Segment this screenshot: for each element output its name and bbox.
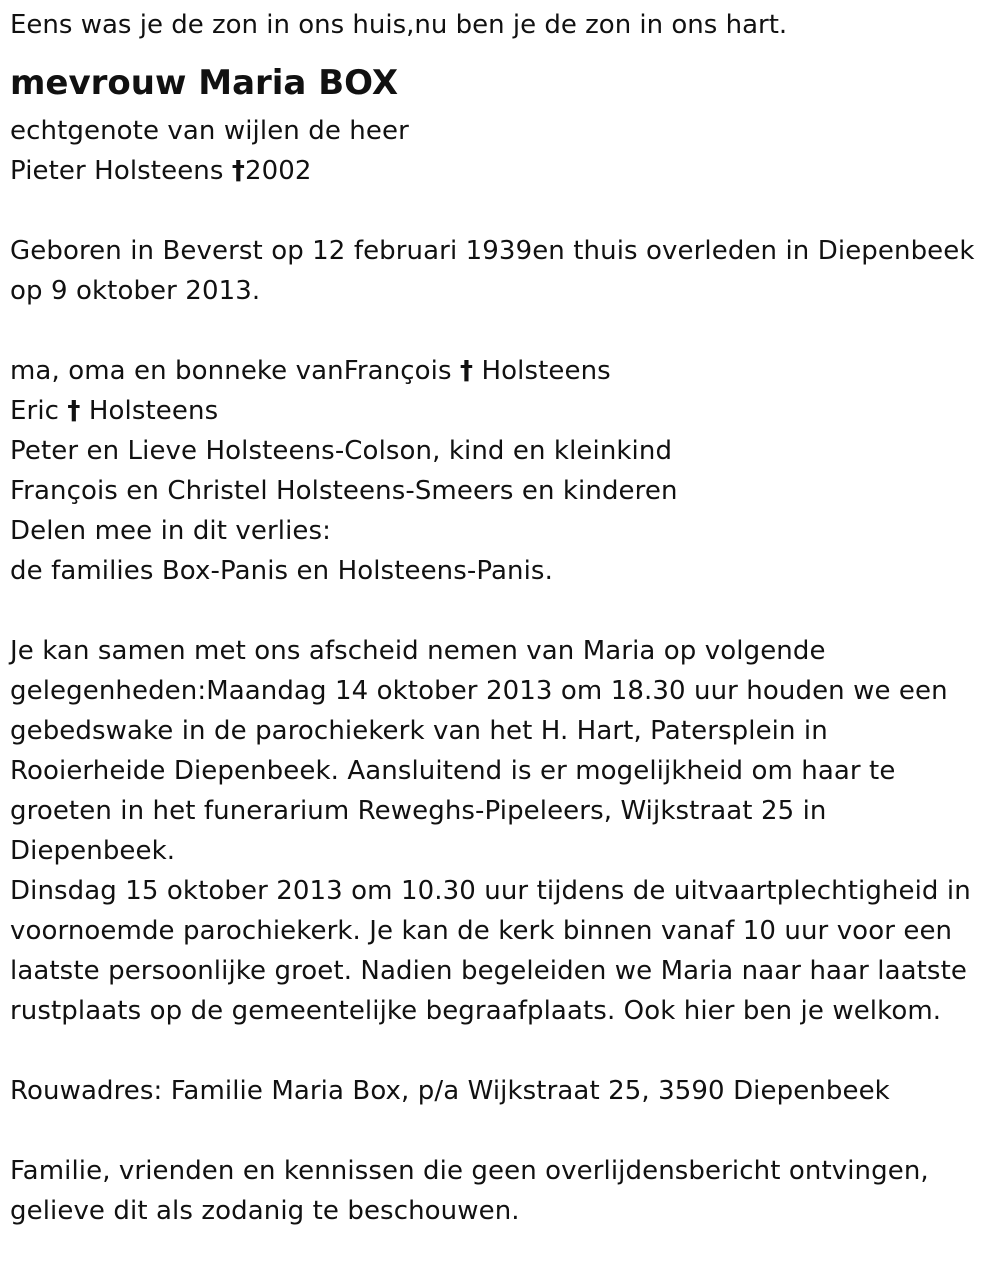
family-line-4: François en Christel Holsteens-Smeers en kinderen xyxy=(10,476,678,506)
family-line-6: de families Box-Panis en Holsteens-Panis. xyxy=(10,556,553,586)
closing-line-1: Familie, vrienden en kennissen die geen overlijdensbericht ontvingen, xyxy=(10,1156,929,1186)
deceased-name: mevrouw Maria BOX xyxy=(10,63,399,103)
cross-icon: † xyxy=(231,156,245,186)
mourning-address: Rouwadres: Familie Maria Box, p/a Wijkstraat 25, 3590 Diepenbeek xyxy=(10,1076,890,1106)
ceremony-line: gebedswake in de parochiekerk van het H. Hart, Patersplein in xyxy=(10,716,828,746)
spouse-line-2 xyxy=(10,151,990,191)
ceremony-line: Je kan samen met ons afscheid nemen van Maria op volgende xyxy=(10,636,826,666)
family-text: Eric xyxy=(10,396,68,426)
birth-death-line-1: Geboren in Beverst op 12 februari 1939en thuis overleden in Diepenbeek xyxy=(10,236,975,266)
spacer xyxy=(10,1031,990,1071)
spouse-line-1: echtgenote van wijlen de heer xyxy=(10,116,409,146)
family-line-1 xyxy=(10,351,990,391)
birth-death-line-2: op 9 oktober 2013. xyxy=(10,276,261,306)
family-line-2 xyxy=(10,391,990,431)
spouse-death-year: 2002 xyxy=(244,156,312,186)
spacer xyxy=(10,311,990,351)
ceremony-line: Dinsdag 15 oktober 2013 om 10.30 uur tijdens de uitvaartplechtigheid in xyxy=(10,876,971,906)
cross-icon: † xyxy=(460,356,474,386)
cross-icon: † xyxy=(67,396,81,426)
spacer xyxy=(10,591,990,631)
closing-line-2: gelieve dit als zodanig te beschouwen. xyxy=(10,1196,520,1226)
spacer xyxy=(10,1111,990,1151)
family-text: Holsteens xyxy=(473,356,611,386)
family-text: ma, oma en bonneke vanFrançois xyxy=(10,356,461,386)
ceremony-line: gelegenheden:Maandag 14 oktober 2013 om 18.30 uur houden we een xyxy=(10,676,948,706)
motto-line: Eens was je de zon in ons huis,nu ben je de zon in ons hart. xyxy=(10,10,788,40)
family-line-5: Delen mee in dit verlies: xyxy=(10,516,332,546)
family-line-3: Peter en Lieve Holsteens-Colson, kind en kleinkind xyxy=(10,436,673,466)
ceremony-line: Diepenbeek. xyxy=(10,836,176,866)
obituary-notice xyxy=(10,0,990,1231)
family-text: Holsteens xyxy=(80,396,219,426)
spouse-name: Pieter Holsteens xyxy=(10,156,232,186)
ceremony-line: groeten in het funerarium Reweghs-Pipeleers, Wijkstraat 25 in xyxy=(10,796,827,826)
ceremony-line: Rooierheide Diepenbeek. Aansluitend is er mogelijkheid om haar te xyxy=(10,756,896,786)
ceremony-line: rustplaats op de gemeentelijke begraafplaats. Ook hier ben je welkom. xyxy=(10,996,942,1026)
ceremony-paragraph xyxy=(10,631,990,1031)
ceremony-line: laatste persoonlijke groet. Nadien begeleiden we Maria naar haar laatste xyxy=(10,956,967,986)
spacer xyxy=(10,191,990,231)
ceremony-line: voornoemde parochiekerk. Je kan de kerk binnen vanaf 10 uur voor een xyxy=(10,916,953,946)
